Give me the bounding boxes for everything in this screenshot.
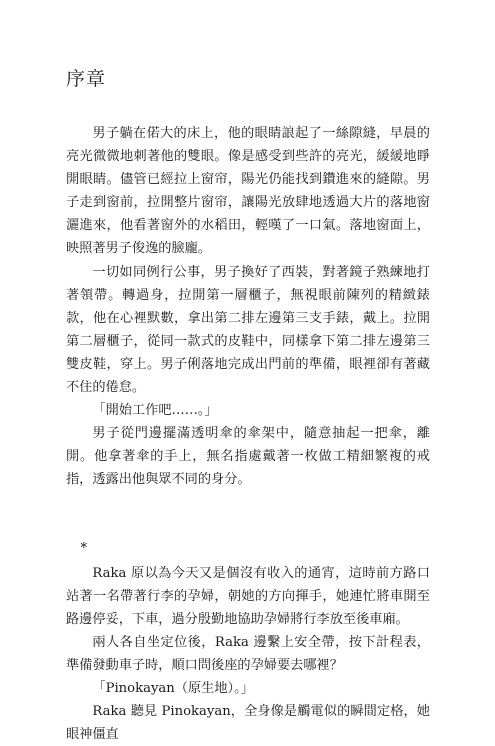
paragraph: Raka 聽見 Pinokayan，全身像是觸電似的瞬間定格，她眼神僵直 [66,704,430,743]
paragraph: 男子從門邊擺滿透明傘的傘架中，隨意抽起一把傘，離開。他拿著傘的手上，無名指處戴著一枚做工精細繁複的戒指，透露出他與眾不同的身分。 [66,426,430,488]
chapter-title: 序章 [66,68,107,90]
dialogue-line: 「Pinokayan（原生地）。」 [92,680,254,696]
paragraph: 一切如同例行公事，男子換好了西裝，對著鏡子熟練地打著領帶。轉過身，拉開第一層櫃子，無視眼前陳列的精緻錶款，他在心裡默數，拿出第二排左邊第三支手錶，戴上。拉開第二層櫃子，從同一款式的皮鞋中，同樣拿下第二排左邊第三雙皮鞋，穿上。男子俐落地完成出門前的準備，眼裡卻有著藏不住的倦怠。 [66,264,430,396]
paragraph: Raka 原以為今天又是個沒有收入的通宵，這時前方路口站著一名帶著行李的孕婦，朝她的方向揮手，她連忙將車開至路邊停妥，下車，過分殷勤地協助孕婦將行李放至後車廂。 [66,565,430,627]
paragraph: 男子躺在偌大的床上，他的眼睛誏起了一絲隙縫，早晨的亮光微微地刺著他的雙眼。像是感受到些許的亮光，緩緩地睜開眼睛。儘管已經拉上窗帘，陽光仍能找到鑽進來的縫隙。男子走到窗前，拉開整片窗帘，讓陽光放肆地透過大片的落地窗灑進來，他看著窗外的水稻田，輕嘆了一口氣。落地窗面上，映照著男子俊逸的臉龐。 [66,126,430,257]
paragraph: 兩人各自坐定位後，Raka 邊繫上安全帶，按下計程表，準備發動車子時，順口問後座的孕婦要去哪裡？ [66,634,430,673]
chapter-body [66,122,430,746]
dialogue-line: 「開始工作吧……。」 [92,403,218,419]
section-separator: * [80,540,88,556]
